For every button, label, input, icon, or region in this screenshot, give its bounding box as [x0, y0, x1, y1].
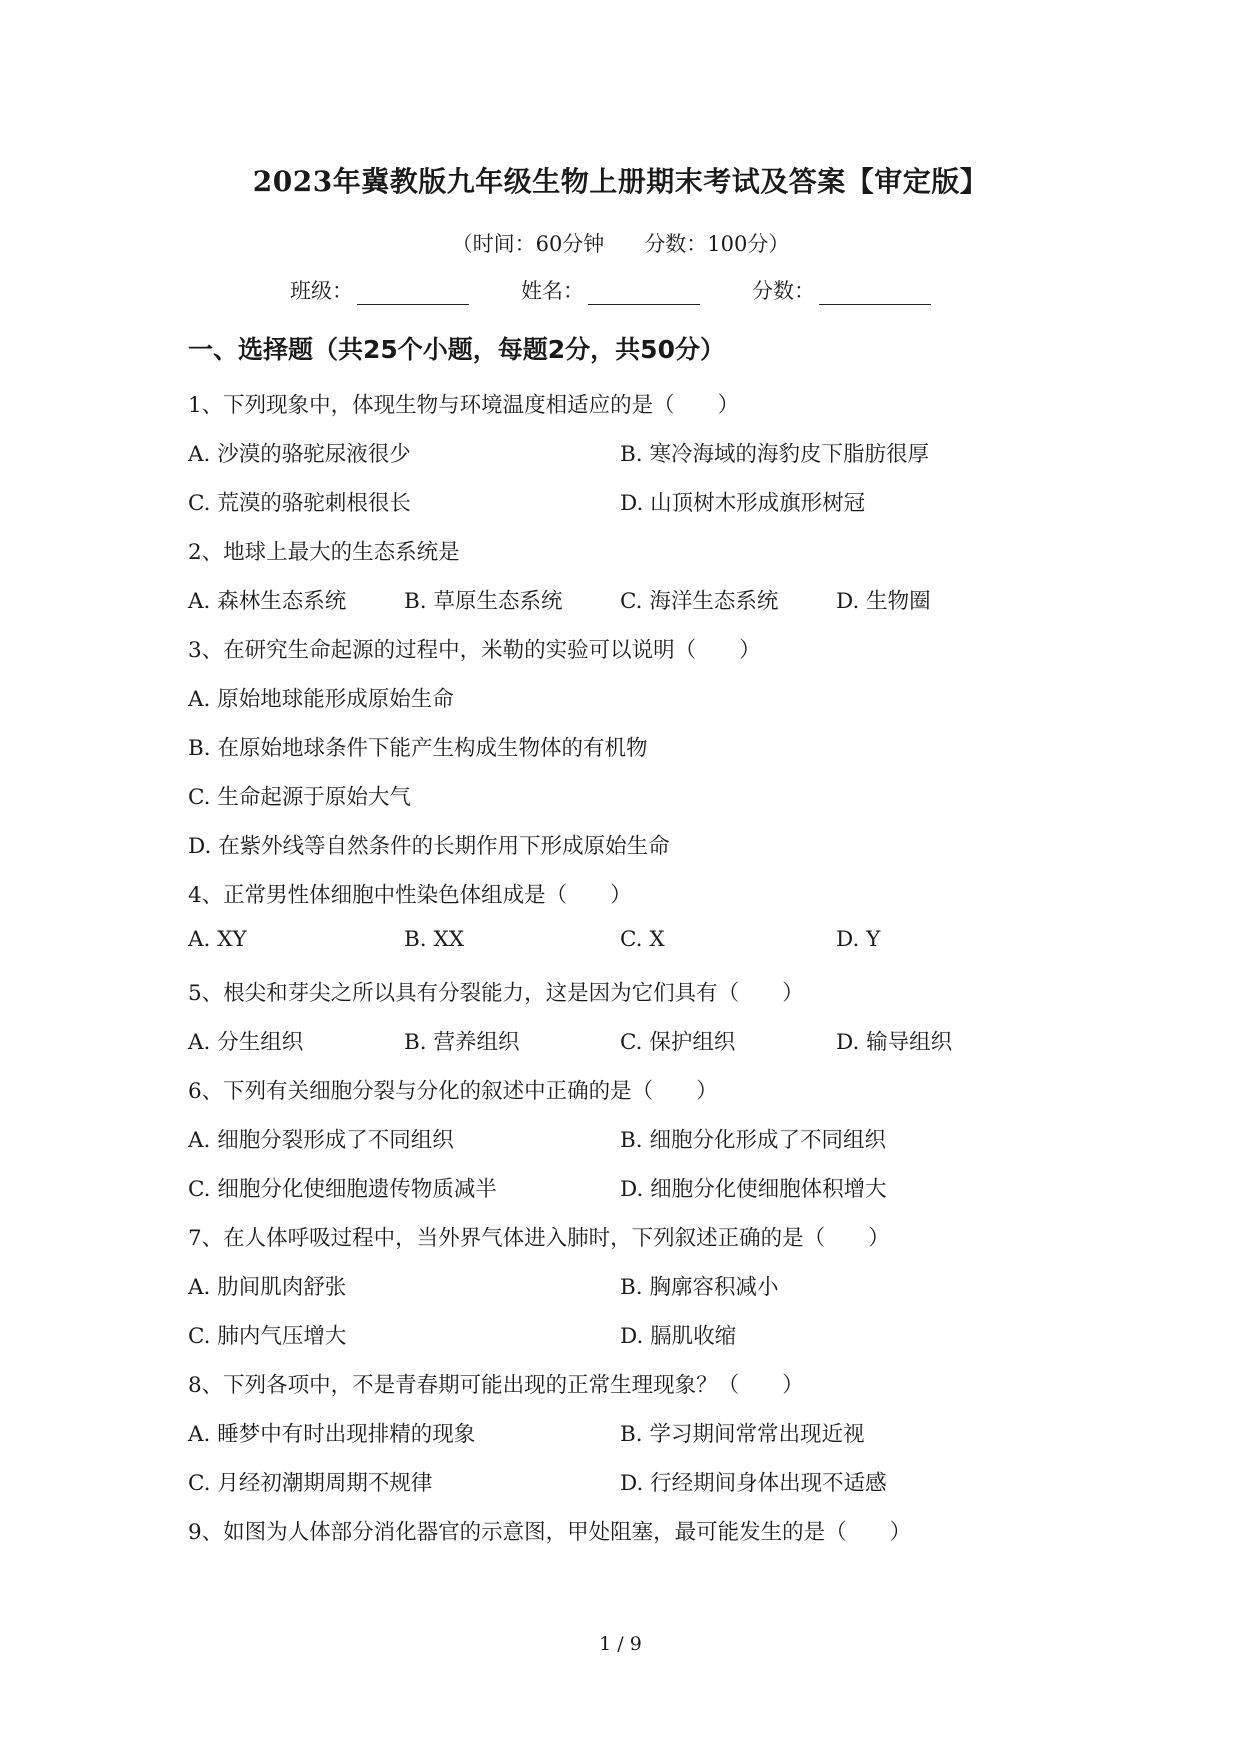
question-stem: 1、下列现象中，体现生物与环境温度相适应的是（ ）: [188, 393, 740, 418]
score-field[interactable]: [752, 275, 931, 305]
class-blank[interactable]: [357, 280, 469, 305]
exam-score: 分数：100分）: [644, 232, 790, 256]
page-title: 2023年冀教版九年级生物上册期末考试及答案【审定版】: [252, 165, 989, 198]
question-stem: 5、根尖和芽尖之所以具有分裂能力，这是因为它们具有（ ）: [188, 981, 804, 1006]
option: D. 输导组织: [836, 1030, 953, 1055]
option: B. 草原生态系统: [404, 589, 563, 614]
option: C. 肺内气压增大: [188, 1324, 347, 1349]
option: B. 寒冷海域的海豹皮下脂肪很厚: [620, 442, 929, 467]
option: B. 学习期间常常出现近视: [620, 1422, 865, 1447]
option: C. 生命起源于原始大气: [188, 785, 411, 810]
question-stem: 3、在研究生命起源的过程中，米勒的实验可以说明（ ）: [188, 638, 761, 663]
exam-info: [0, 228, 1241, 258]
option: B. 在原始地球条件下能产生构成生物体的有机物: [188, 736, 648, 761]
student-fields: [290, 275, 983, 305]
question-stem: 2、地球上最大的生态系统是: [188, 540, 460, 565]
page-number: 1 / 9: [599, 1633, 642, 1655]
option: A. 细胞分裂形成了不同组织: [188, 1128, 454, 1153]
name-label: 姓名：: [521, 279, 584, 303]
option: A. 原始地球能形成原始生命: [188, 687, 454, 712]
option: C. 保护组织: [620, 1030, 736, 1055]
question-stem: 4、正常男性体细胞中性染色体组成是（ ）: [188, 883, 632, 908]
option: B. 胸廓容积减小: [620, 1275, 779, 1300]
option: A. 分生组织: [188, 1030, 304, 1055]
option: D. 山顶树木形成旗形树冠: [620, 491, 866, 516]
option: D. 膈肌收缩: [620, 1324, 737, 1349]
name-blank[interactable]: [588, 280, 700, 305]
question-stem: 6、下列有关细胞分裂与分化的叙述中正确的是（ ）: [188, 1079, 718, 1104]
option: C. 荒漠的骆驼刺根很长: [188, 491, 411, 516]
score-label: 分数：: [752, 279, 815, 303]
option: D. 行经期间身体出现不适感: [620, 1471, 887, 1496]
question-stem: 8、下列各项中，不是青春期可能出现的正常生理现象？（ ）: [188, 1373, 804, 1398]
score-blank[interactable]: [819, 280, 931, 305]
exam-time: （时间：60分钟: [451, 232, 605, 256]
option: B. 细胞分化形成了不同组织: [620, 1128, 886, 1153]
option: D. 在紫外线等自然条件的长期作用下形成原始生命: [188, 834, 670, 859]
option: C. 海洋生态系统: [620, 589, 779, 614]
question-stem: 9、如图为人体部分消化器官的示意图，甲处阻塞，最可能发生的是（ ）: [188, 1520, 912, 1545]
option: A. 睡梦中有时出现排精的现象: [188, 1422, 476, 1447]
option: B. 营养组织: [404, 1030, 520, 1055]
class-label: 班级：: [290, 279, 353, 303]
option: D. 生物圈: [836, 589, 931, 614]
option: A. 沙漠的骆驼尿液很少: [188, 442, 411, 467]
option: D. Y: [836, 927, 881, 952]
question-stem: 7、在人体呼吸过程中，当外界气体进入肺时，下列叙述正确的是（ ）: [188, 1226, 890, 1251]
option: A. XY: [188, 927, 247, 952]
option: C. X: [620, 927, 665, 952]
option: D. 细胞分化使细胞体积增大: [620, 1177, 887, 1202]
option: C. 月经初潮期周期不规律: [188, 1471, 433, 1496]
section-heading: 一、选择题（共25个小题，每题2分，共50分）: [188, 335, 725, 364]
option: C. 细胞分化使细胞遗传物质减半: [188, 1177, 497, 1202]
class-field[interactable]: [290, 275, 469, 305]
option: B. XX: [404, 927, 465, 952]
option: A. 森林生态系统: [188, 589, 347, 614]
name-field[interactable]: [521, 275, 700, 305]
option: A. 肋间肌肉舒张: [188, 1275, 347, 1300]
